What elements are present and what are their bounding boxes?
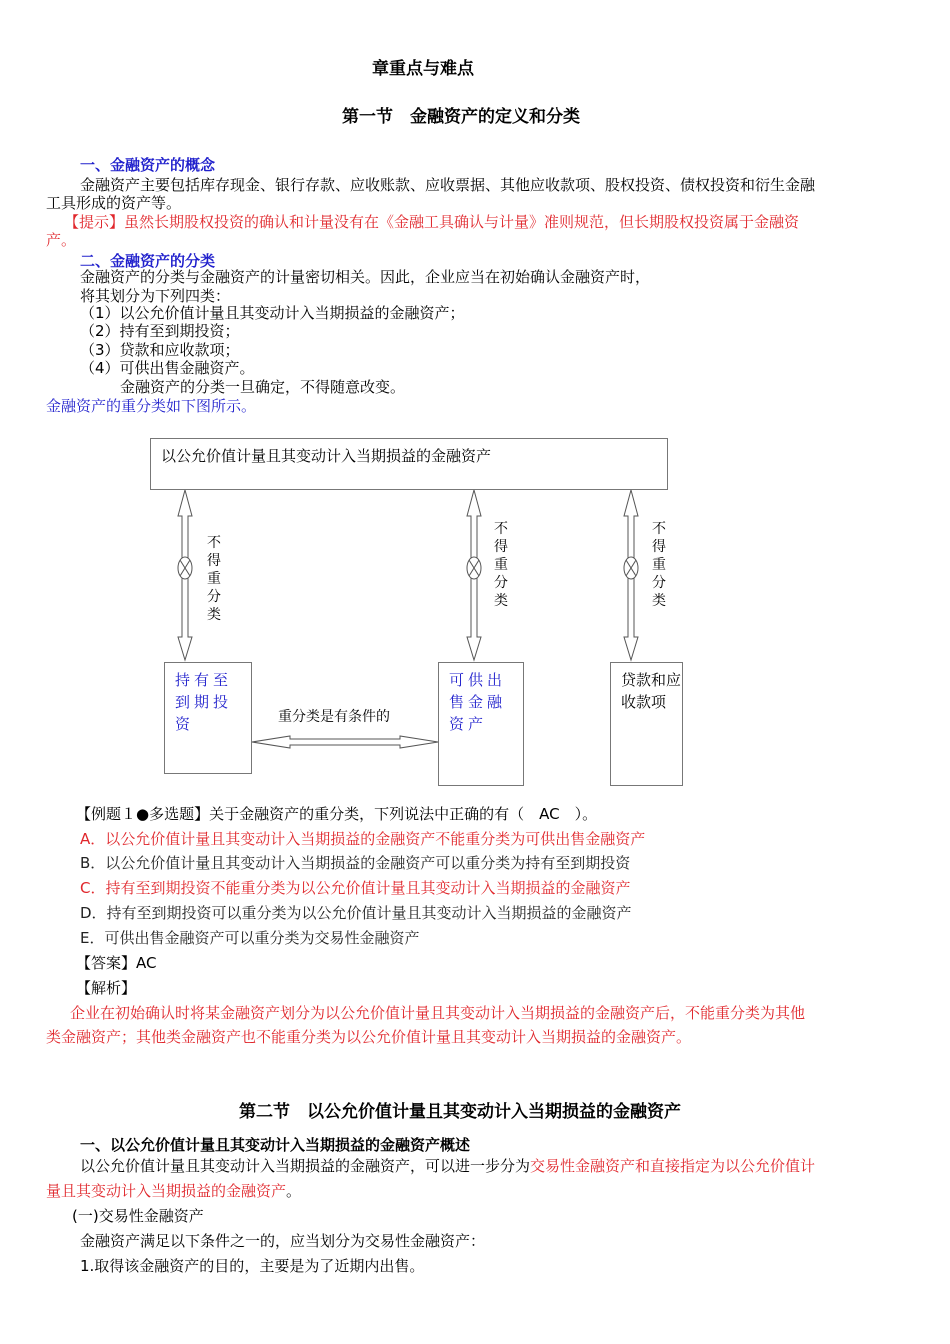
blocked-arrow-afs (467, 490, 481, 660)
box-loans-receivables (610, 662, 683, 786)
no-reclass-label-1: 不得重分类 (207, 535, 221, 623)
trading-condition-1: 1.取得该金融资产的目的，主要是为了近期内出售。 (80, 1257, 425, 1275)
analysis-label: 【解析】 (76, 979, 137, 997)
list-item: （1）以公允价值计量且其变动计入当期损益的金融资产； (80, 304, 465, 322)
concept-para-line2: 工具形成的资产等。 (46, 194, 182, 212)
list-item: （4）可供出售金融资产。 (80, 359, 255, 377)
example-option: D．持有至到期投资可以重分类为以公允价值计量且其变动计入当期损益的金融资产 (80, 904, 632, 922)
section2-para-line2-red: 量且其变动计入当期损益的金融资产 (46, 1182, 287, 1200)
blocked-arrow-htm (178, 490, 192, 660)
section1-title: 第一节 金融资产的定义和分类 (342, 107, 580, 127)
diagram-intro: 金融资产的重分类如下图所示。 (46, 397, 257, 415)
classification-para-line2: 将其划分为下列四类： (80, 287, 231, 305)
section2-heading: 一、以公允价值计量且其变动计入当期损益的金融资产概述 (80, 1136, 471, 1154)
section2-para-red: 交易性金融资产和直接指定为以公允价值计 (530, 1157, 816, 1175)
section2-para-line1 (80, 1157, 815, 1175)
chapter-title: 章重点与难点 (372, 59, 474, 79)
heading-classification: 二、金融资产的分类 (80, 252, 216, 270)
example-option: E．可供出售金融资产可以重分类为交易性金融资产 (80, 929, 420, 947)
list-item: （2）持有至到期投资； (80, 322, 240, 340)
blocked-arrow-loans (624, 490, 638, 660)
box-fvtpl (150, 438, 668, 490)
section2-para-line2 (46, 1182, 301, 1200)
box-htm-label: 持有至到期投资 (175, 671, 233, 733)
concept-para-line1: 金融资产主要包括库存现金、银行存款、应收账款、应收票据、其他应收款项、股权投资、债权投资和衍生金融 (80, 176, 816, 194)
tip-line2: 产。 (46, 231, 77, 249)
example-option: A．以公允价值计量且其变动计入当期损益的金融资产不能重分类为可供出售金融资产 (80, 830, 646, 848)
list-item: （3）贷款和应收款项； (80, 341, 240, 359)
box-afs-label: 可供出售金融资产 (449, 671, 507, 733)
tip-line1: 【提示】虽然长期股权投资的确认和计量没有在《金融工具确认与计量》准则规范，但长期股权投资属于金融资 (64, 213, 800, 231)
box-held-to-maturity (164, 662, 252, 774)
no-reclass-label-2: 不得重分类 (494, 521, 508, 609)
section2-para-black: 以公允价值计量且其变动计入当期损益的金融资产，可以进一步分为 (80, 1157, 531, 1175)
conditional-label: 重分类是有条件的 (278, 709, 390, 725)
no-reclass-label-3: 不得重分类 (652, 521, 666, 609)
example-option: C．持有至到期投资不能重分类为以公允价值计量且其变动计入当期损益的金融资产 (80, 879, 631, 897)
conditional-arrow (252, 736, 438, 748)
classification-para-line1: 金融资产的分类与金融资产的计量密切相关。因此，企业应当在初始确认金融资产时， (80, 268, 651, 286)
section2-title: 第二节 以公允价值计量且其变动计入当期损益的金融资产 (239, 1102, 681, 1122)
box-fvtpl-label: 以公允价值计量且其变动计入当期损益的金融资产 (161, 447, 492, 465)
analysis-line2: 类金融资产；其他类金融资产也不能重分类为以公允价值计量且其变动计入当期损益的金融资产。 (46, 1028, 692, 1046)
example-question: 【例题１●多选题】关于金融资产的重分类，下列说法中正确的有（ AC ）。 (76, 805, 598, 823)
trading-conditions: 金融资产满足以下条件之一的，应当划分为交易性金融资产： (80, 1232, 486, 1250)
classification-fixed-note: 金融资产的分类一旦确定，不得随意改变。 (120, 378, 406, 396)
section2-para-line2-end: 。 (286, 1182, 302, 1200)
box-available-for-sale (438, 662, 524, 786)
analysis-line1: 企业在初始确认时将某金融资产划分为以公允价值计量且其变动计入当期损益的金融资产后，不能重分类为其他 (70, 1004, 806, 1022)
box-loans-label: 贷款和应收款项 (621, 671, 682, 711)
example-answer: 【答案】AC (76, 954, 157, 972)
heading-concept: 一、金融资产的概念 (80, 156, 216, 174)
example-option: B．以公允价值计量且其变动计入当期损益的金融资产可以重分类为持有至到期投资 (80, 854, 631, 872)
trading-subheading: (一)交易性金融资产 (72, 1207, 204, 1225)
